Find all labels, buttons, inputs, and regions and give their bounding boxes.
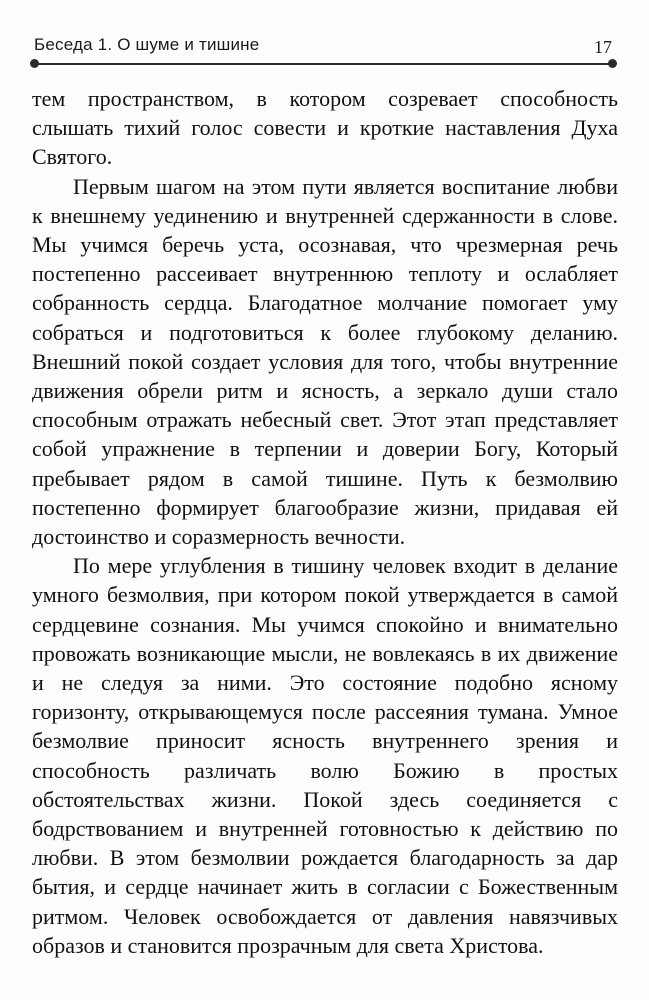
page-number: 17 <box>594 37 612 57</box>
rule-dot-left <box>30 59 39 68</box>
running-head-title: Беседа 1. О шуме и тишине <box>34 35 260 54</box>
paragraph: По мере углубления в тишину человек входит в делание умного безмолвия, при котором покой утверждается в самой сердцевине сознания. Мы учимся спокойно и внимательно провожать возникающие мысли, не вовлекаясь в их движение и не следуя за ними. Это состояние подобно ясному горизонту, открывающемуся после рассеяния тумана. Умное безмолвие приносит ясность внутреннего зрения и способность различать волю Божию в простых обстоятельствах жизни. Покой здесь соединяется с бодрствованием и внутренней готовностью к действию по любви. В этом безмолвии рождается благодарность за дар бытия, и сердце начинает жить в согласии с Божественным ритмом. Человек освобождается от давления навязчивых образов и становится прозрачным для света Христова. <box>32 553 618 958</box>
body-text <box>32 84 618 960</box>
header-rule <box>34 63 613 65</box>
paragraph-continued: тем пространством, в котором созревает способность слышать тихий голос совести и кроткие наставления Духа Святого. <box>32 86 618 170</box>
rule-dot-right <box>608 59 617 68</box>
running-head <box>34 33 614 61</box>
paragraph: Первым шагом на этом пути является воспитание любви к внешнему уединению и внутренней сдержанности в слове. Мы учимся беречь уста, осознавая, что чрезмерная речь постепенно рассеивает внутреннюю теплоту и ослабляет собранность сердца. Благодатное молчание помогает уму собраться и подготовиться к более глубокому деланию. Внешний покой создает условия для того, чтобы внутренние движения обрели ритм и ясность, а зеркало души стало способным отражать небесный свет. Этот этап представляет собой упражнение в терпении и доверии Богу, Который пребывает рядом в самой тишине. Путь к безмолвию постепенно формирует благообразие жизни, придавая ей достоинство и соразмерность вечности. <box>32 173 618 550</box>
